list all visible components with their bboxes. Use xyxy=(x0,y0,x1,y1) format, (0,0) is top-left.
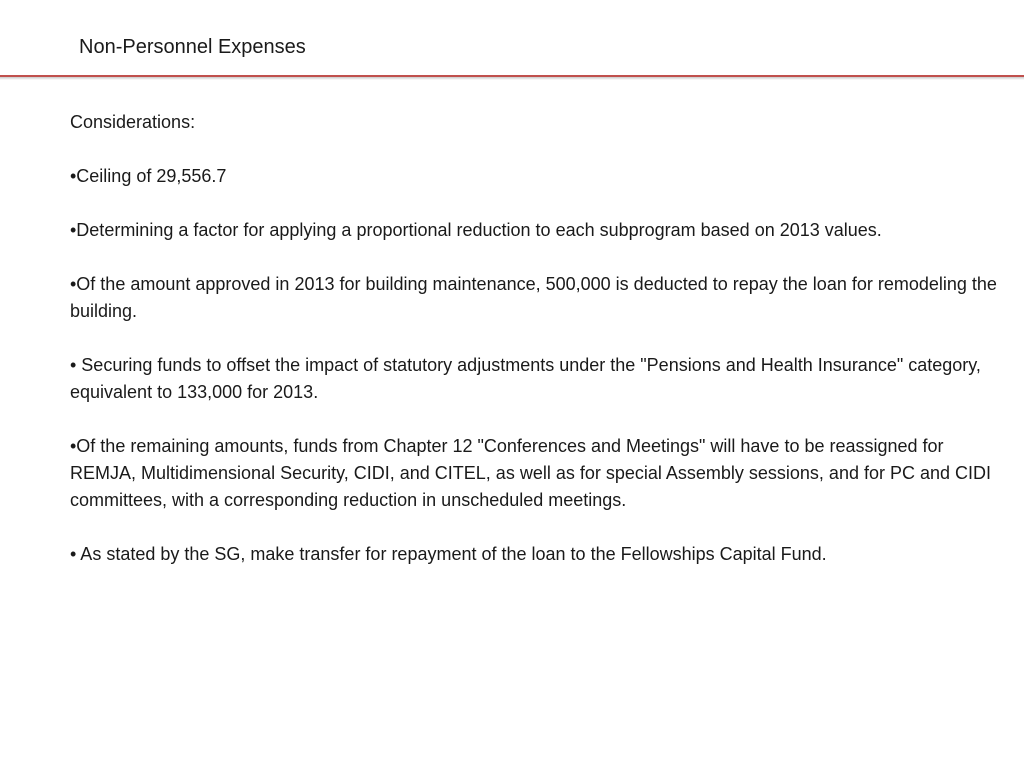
spacer xyxy=(70,244,1005,271)
bullet-reduction-factor: •Determining a factor for applying a proportional reduction to each subprogram based on 2013 values. xyxy=(70,220,882,240)
considerations-heading: Considerations: xyxy=(70,112,196,132)
slide-title: Non-Personnel Expenses xyxy=(79,36,306,58)
bullet-fellowships-fund: • As stated by the SG, make transfer for repayment of the loan to the Fellowships Capital Fund. xyxy=(70,544,827,564)
bullet-ceiling: •Ceiling of 29,556.7 xyxy=(70,166,227,186)
spacer xyxy=(70,514,1005,541)
slide-body xyxy=(70,109,1005,568)
bullet-conferences-meetings: •Of the remaining amounts, funds from Chapter 12 "Conferences and Meetings" will have to be reassigned for REMJA, Multidimensional Security, CIDI, and CITEL, as well as for special Assembly sessions, and for PC and CIDI committees, with a corresponding reduction in unscheduled meetings. xyxy=(70,436,992,510)
bullet-pensions-health: • Securing funds to offset the impact of statutory adjustments under the "Pensions and Health Insurance" category, equivalent to 133,000 for 2013. xyxy=(70,355,981,402)
title-divider-shadow xyxy=(0,77,1024,80)
spacer xyxy=(70,136,1005,163)
spacer xyxy=(70,325,1005,352)
spacer xyxy=(70,406,1005,433)
spacer xyxy=(70,190,1005,217)
bullet-building-maintenance: •Of the amount approved in 2013 for building maintenance, 500,000 is deducted to repay the loan for remodeling the building. xyxy=(70,274,997,321)
